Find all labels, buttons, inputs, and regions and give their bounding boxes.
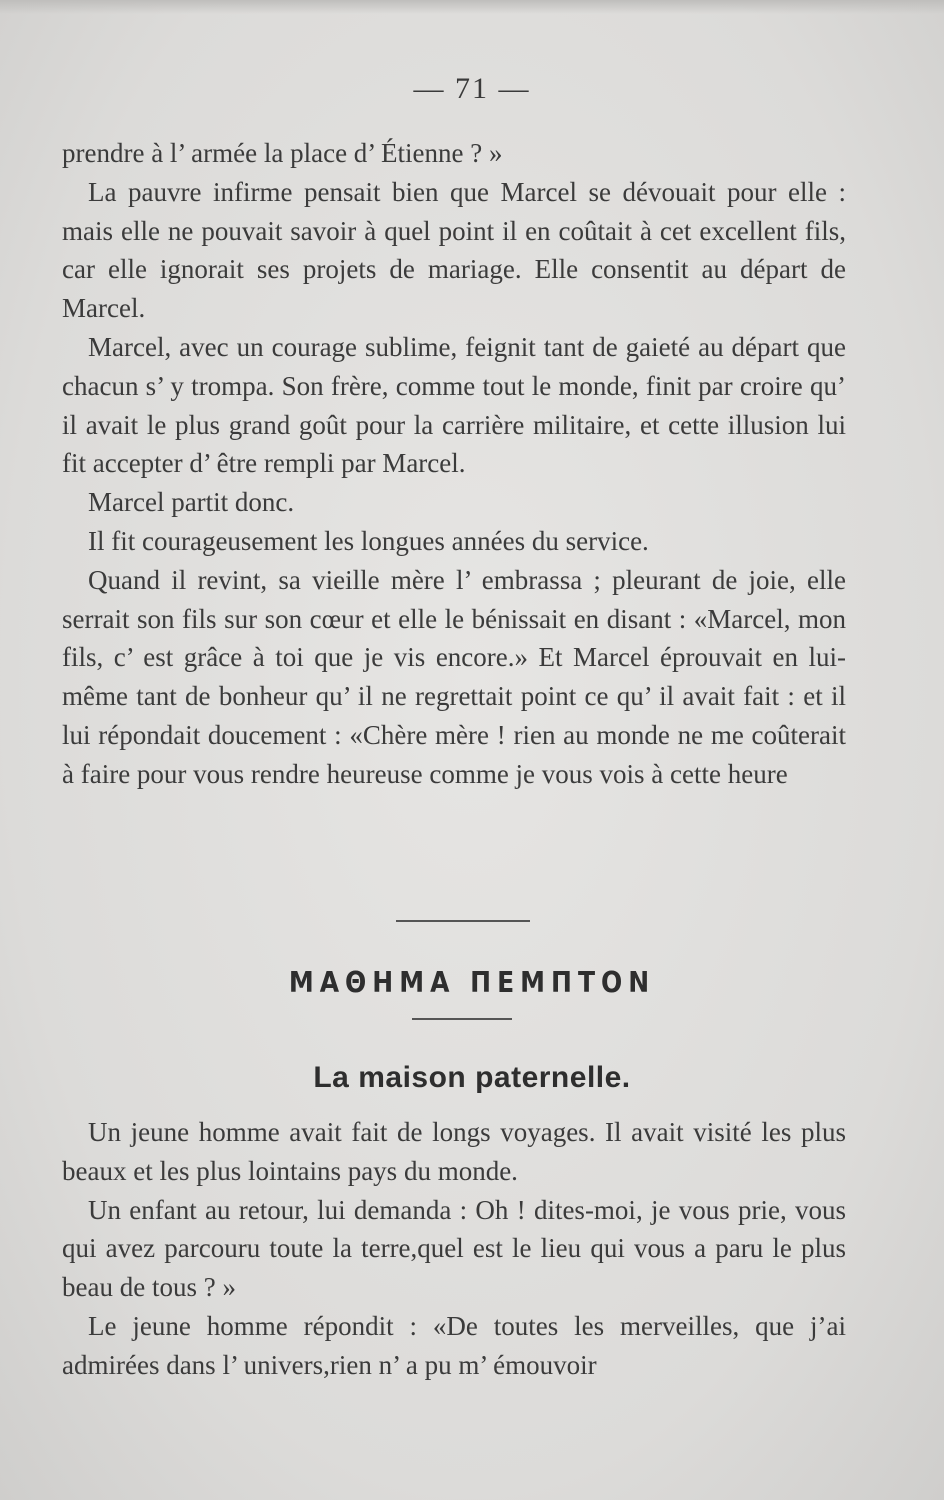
paragraph: Il fit courageusement les longues années du service.: [88, 525, 649, 556]
scan-top-shadow: [0, 0, 944, 14]
divider-rule: [396, 920, 530, 922]
section-title: La maison paternelle.: [313, 1061, 631, 1094]
lesson-heading: ΜΑΘΗΜΑ ΠΕΜΠΤΟΝ: [288, 966, 656, 999]
paragraph: Marcel, avec un courage sublime, feignit tant de gaieté au départ que chacun s’ y trompa. Son frère, comme tout le monde, finit par croire qu’ il avait le plus grand goût pour la carrière militaire, et cette illusion lui fit accepter d’ être rempli par Marcel.: [62, 331, 846, 479]
paragraph: La pauvre infirme pensait bien que Marcel se dévouait pour elle : mais elle ne pouvait savoir à quel point il en coûtait à cet excellent fils, car elle ignorait ses projets de mariage. Elle consentit au départ de Marcel.: [62, 176, 846, 324]
divider-rule: [412, 1018, 512, 1020]
paragraph: Quand il revint, sa vieille mère l’ embrassa ; pleurant de joie, elle serrait son fils sur son cœur et elle le bénissait en disant : «Marcel, mon fils, c’ est grâce à toi que je vis encore.» Et Marcel éprouvait en lui-même tant de bonheur qu’ il ne regrettait point ce qu’ il avait fait : et il lui répondait doucement : «Chère mère ! rien au monde ne me coûterait à faire pour vous rendre heureuse comme je vous vois à cette heure: [62, 564, 846, 789]
paragraph: Un jeune homme avait fait de longs voyages. Il avait visité les plus beaux et les plus lointains pays du monde.: [62, 1117, 846, 1186]
paragraph: prendre à l’ armée la place d’ Étienne ? »: [62, 138, 503, 168]
paragraph: Marcel partit donc.: [88, 487, 295, 518]
story-continuation: [62, 134, 846, 794]
paragraph: Un enfant au retour, lui demanda : Oh ! dites-moi, je vous prie, vous qui avez parcouru toute la terre,quel est le lieu qui vous a paru le plus beau de tous ? »: [62, 1194, 846, 1303]
paragraph: Le jeune homme répondit : «De toutes les merveilles, que j’ai admirées dans l’ univers,rien n’ a pu m’ émouvoir: [62, 1310, 846, 1380]
lesson-text: [62, 1113, 846, 1385]
page-number: — 71 —: [413, 72, 531, 105]
